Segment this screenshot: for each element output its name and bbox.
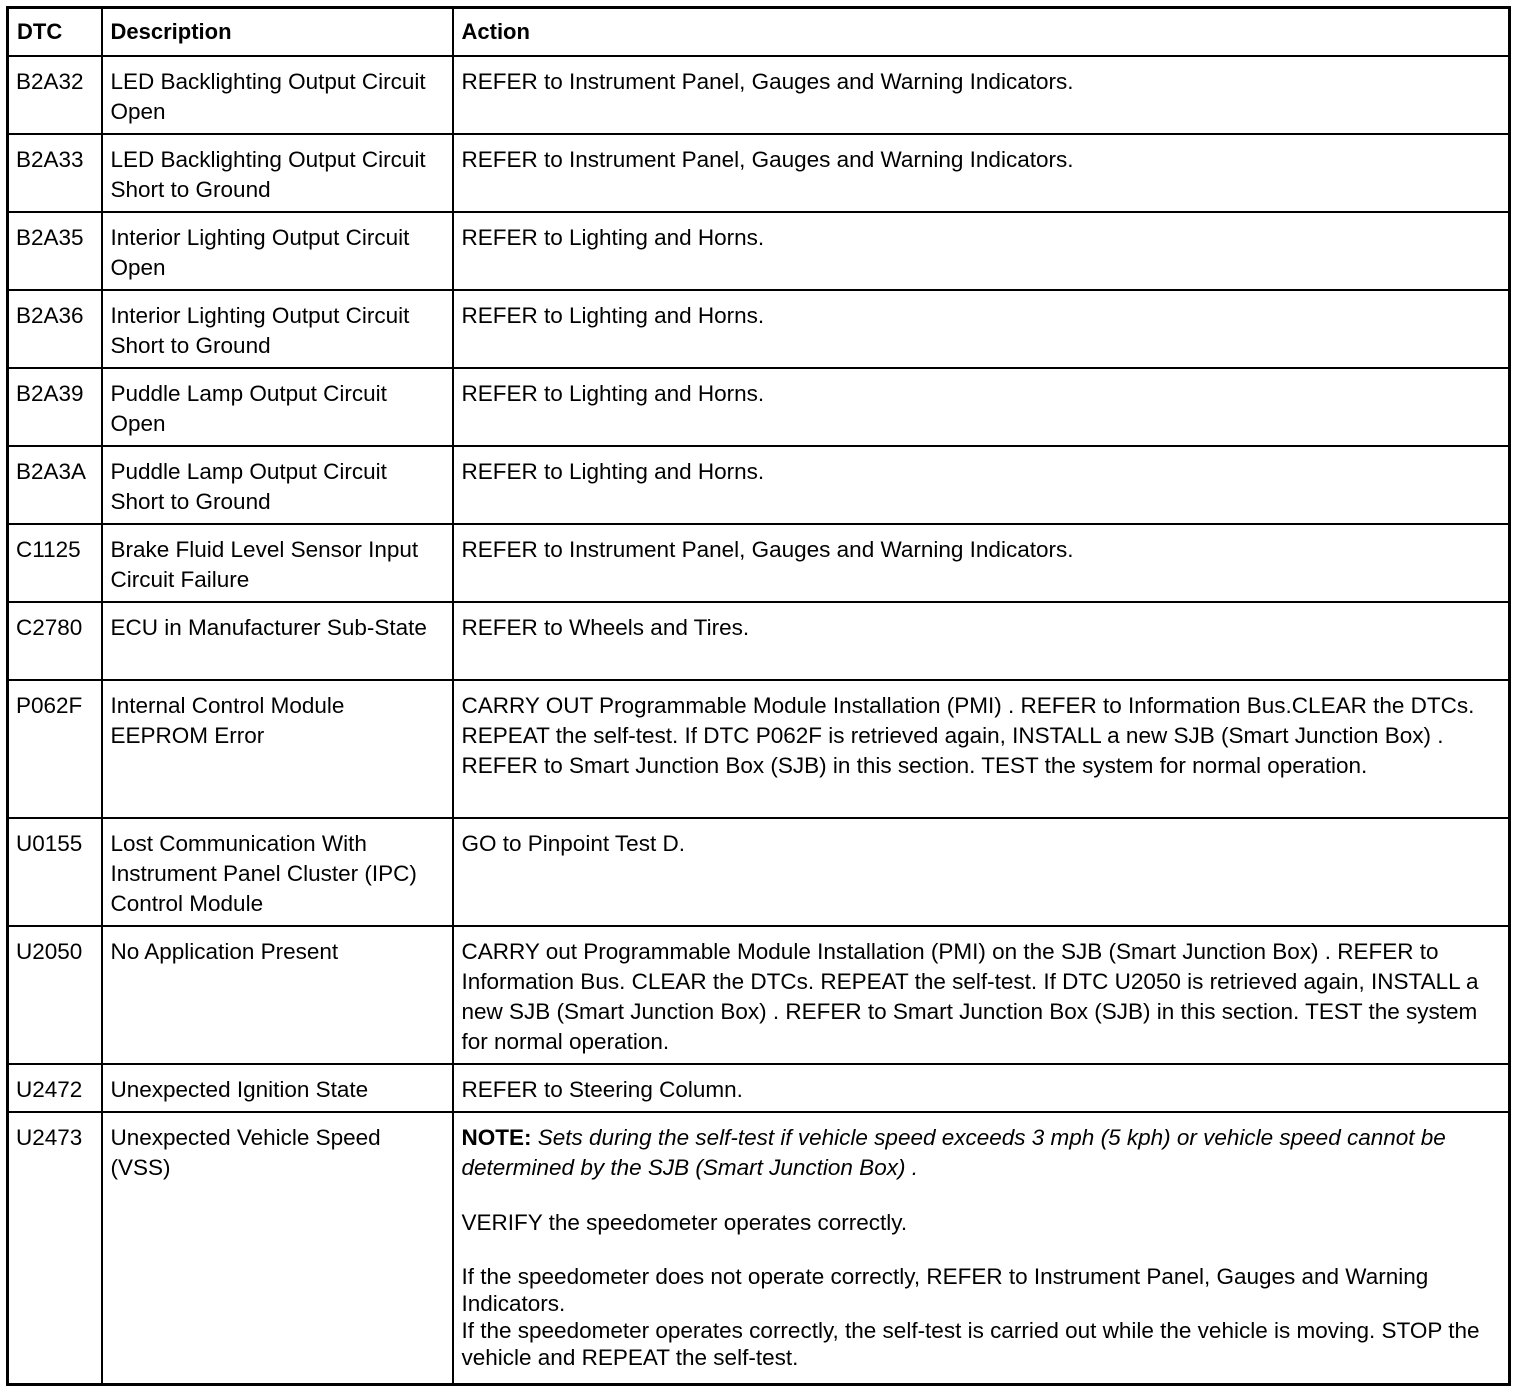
dtc-action: REFER to Steering Column.	[453, 1064, 1510, 1112]
dtc-code: U2473	[8, 1112, 102, 1384]
if-ok-text: If the speedometer operates correctly, the self-test is carried out while the vehicle is moving. STOP the vehicle and REPEAT the self-test.	[461, 1318, 1480, 1370]
dtc-code: P062F	[8, 680, 102, 818]
dtc-action: REFER to Instrument Panel, Gauges and Warning Indicators.	[453, 524, 1510, 602]
dtc-code: B2A3A	[8, 446, 102, 524]
dtc-action: GO to Pinpoint Test D.	[453, 818, 1510, 926]
dtc-action	[453, 1112, 1510, 1384]
dtc-code: U0155	[8, 818, 102, 926]
dtc-table	[6, 6, 1511, 1386]
dtc-code: C2780	[8, 602, 102, 680]
table-row	[8, 134, 1510, 212]
dtc-code: U2050	[8, 926, 102, 1064]
table-row	[8, 1112, 1510, 1384]
table-row	[8, 926, 1510, 1064]
dtc-description: Puddle Lamp Output Circuit Short to Ground	[102, 446, 453, 524]
dtc-description: ECU in Manufacturer Sub-State	[102, 602, 453, 680]
dtc-description: No Application Present	[102, 926, 453, 1064]
dtc-description: Internal Control Module EEPROM Error	[102, 680, 453, 818]
header-dtc: DTC	[8, 8, 102, 57]
dtc-description: Lost Communication With Instrument Panel Cluster (IPC) Control Module	[102, 818, 453, 926]
table-row	[8, 446, 1510, 524]
note-text: Sets during the self-test if vehicle speed exceeds 3 mph (5 kph) or vehicle speed cannot be determined by the SJB (Smart Junction Box) .	[461, 1125, 1446, 1180]
dtc-action: REFER to Lighting and Horns.	[453, 446, 1510, 524]
table-row	[8, 680, 1510, 818]
table-row	[8, 524, 1510, 602]
verify-text: VERIFY the speedometer operates correctly.	[461, 1210, 908, 1235]
dtc-description: Unexpected Ignition State	[102, 1064, 453, 1112]
dtc-code: B2A33	[8, 134, 102, 212]
table-row	[8, 56, 1510, 134]
dtc-description: Brake Fluid Level Sensor Input Circuit Failure	[102, 524, 453, 602]
table-row	[8, 818, 1510, 926]
dtc-action: REFER to Instrument Panel, Gauges and Warning Indicators.	[453, 56, 1510, 134]
dtc-description: LED Backlighting Output Circuit Open	[102, 56, 453, 134]
dtc-action: REFER to Wheels and Tires.	[453, 602, 1510, 680]
dtc-action: REFER to Lighting and Horns.	[453, 368, 1510, 446]
dtc-description: Interior Lighting Output Circuit Short to Ground	[102, 290, 453, 368]
dtc-description: Puddle Lamp Output Circuit Open	[102, 368, 453, 446]
dtc-description: LED Backlighting Output Circuit Short to Ground	[102, 134, 453, 212]
header-action: Action	[453, 8, 1510, 57]
dtc-code: B2A39	[8, 368, 102, 446]
paragraph-spacer	[462, 1238, 1501, 1263]
note-label: NOTE:	[461, 1125, 532, 1150]
dtc-code: B2A36	[8, 290, 102, 368]
table-row	[8, 290, 1510, 368]
dtc-action: REFER to Instrument Panel, Gauges and Warning Indicators.	[453, 134, 1510, 212]
table-row	[8, 1064, 1510, 1112]
dtc-description: Unexpected Vehicle Speed (VSS)	[102, 1112, 453, 1384]
dtc-code: B2A32	[8, 56, 102, 134]
table-row	[8, 602, 1510, 680]
table-row	[8, 368, 1510, 446]
note-block	[462, 1123, 1501, 1183]
header-description: Description	[102, 8, 453, 57]
dtc-action: REFER to Lighting and Horns.	[453, 290, 1510, 368]
dtc-description: Interior Lighting Output Circuit Open	[102, 212, 453, 290]
if-not-text: If the speedometer does not operate correctly, REFER to Instrument Panel, Gauges and Warning Indicators.	[461, 1264, 1429, 1316]
table-row	[8, 212, 1510, 290]
dtc-code: B2A35	[8, 212, 102, 290]
header-row	[8, 8, 1510, 57]
dtc-action: REFER to Lighting and Horns.	[453, 212, 1510, 290]
dtc-action: CARRY out Programmable Module Installation (PMI) on the SJB (Smart Junction Box) . REFER to Information Bus. CLEAR the DTCs. REPEAT the self-test. If DTC U2050 is retrieved again, INSTALL a new SJB (Smart Junction Box) . REFER to Smart Junction Box (SJB) in this section. TEST the system for normal operation.	[453, 926, 1510, 1064]
dtc-action: CARRY OUT Programmable Module Installation (PMI) . REFER to Information Bus.CLEAR the DTCs. REPEAT the self-test. If DTC P062F is retrieved again, INSTALL a new SJB (Smart Junction Box) . REFER to Smart Junction Box (SJB) in this section. TEST the system for normal operation.	[453, 680, 1510, 818]
paragraph-spacer	[462, 1183, 1501, 1208]
dtc-code: C1125	[8, 524, 102, 602]
dtc-code: U2472	[8, 1064, 102, 1112]
